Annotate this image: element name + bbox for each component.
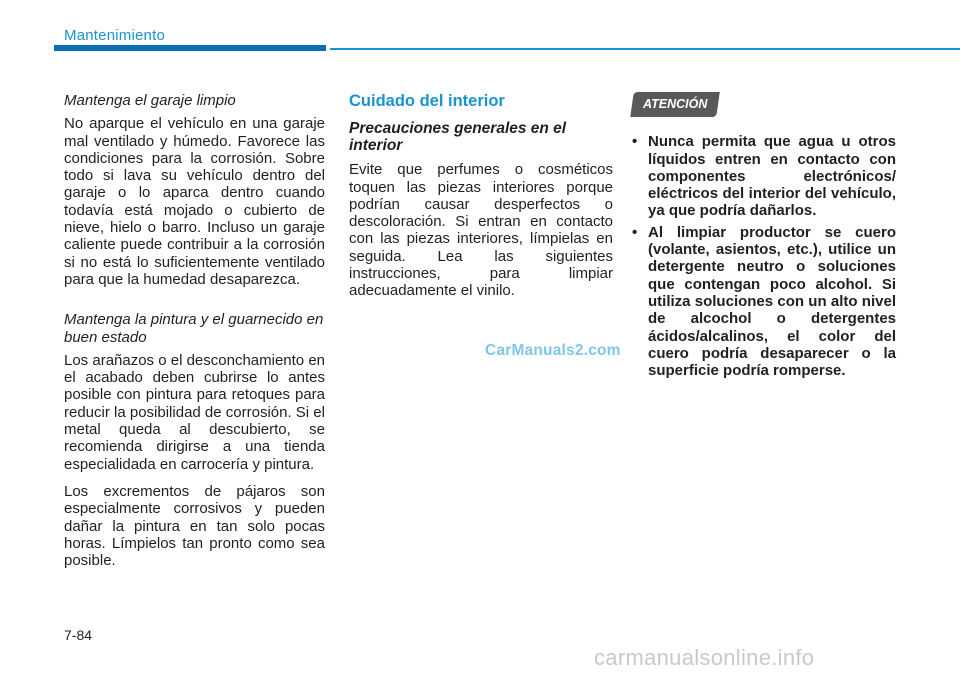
caution-list bbox=[632, 133, 896, 379]
column-left bbox=[64, 92, 325, 579]
list-item-text: Al limpiar productor se cuero (volante, asientos, etc.), utilice un detergente neutro o soluciones que contengan poco alcohol. Si utiliza soluciones con un alto nivel de alcochol o detergentes ácidos/alcalinos, el color del cuero podría desaparecer o la superficie podría romperse. bbox=[648, 223, 896, 380]
footer-watermark: carmanualsonline.info bbox=[594, 645, 815, 670]
list-item-text: Nunca permita que agua u otros líquidos entren en contacto con componentes electrónicos/ eléctricos del interior del vehículo, ya que podría dañarlos. bbox=[648, 133, 896, 220]
column-right bbox=[632, 92, 896, 383]
spacer bbox=[64, 298, 325, 311]
paragraph-interior: Evite que perfumes o cosméticos toquen las piezas interiores porque podrían causar desperfectos o descoloración. Si entran en contacto con las piezas interiores, límpielas en seguida. Lea las siguientes instrucciones, para limpiar adecuadamente el vinilo. bbox=[349, 161, 613, 300]
subheading-general-precautions: Precauciones generales en el interior bbox=[349, 120, 567, 155]
subheading-garage: Mantenga el garaje limpio bbox=[64, 92, 236, 109]
watermark-carmanuals2: CarManuals2.com bbox=[485, 342, 621, 359]
caution-badge-label: ATENCIÓN bbox=[643, 97, 708, 111]
section-title: Mantenimiento bbox=[64, 27, 165, 44]
bullet-icon: • bbox=[632, 223, 638, 241]
subheading-paint: Mantenga la pintura y el guarnecido en buen estado bbox=[64, 311, 324, 346]
paragraph-bird-droppings: Los excrementos de pájaros son especialmente corrosivos y pueden dañar la pintura en tan solo pocas horas. Límpielos tan pronto como sea posible. bbox=[64, 482, 325, 570]
page-number: 7-84 bbox=[64, 627, 93, 643]
heading-interior-care: Cuidado del interior bbox=[349, 92, 505, 110]
caution-badge bbox=[630, 92, 720, 117]
header-rule-thin bbox=[330, 48, 960, 50]
header-rule-thick bbox=[54, 45, 326, 51]
column-middle bbox=[349, 93, 613, 310]
bullet-icon: • bbox=[632, 133, 638, 151]
paragraph-garage: No aparque el vehículo en una garaje mal ventilado y húmedo. Favorece las condiciones para la corrosión. Sobre todo si lava su vehículo dentro del garaje o lo aparca dentro cuando todavía está mojado o cubierto de nieve, hielo o barro. Incluso un garaje caliente puede contribuir a la corrosión si no está lo suficientemente ventilado para que la humedad desaparezca. bbox=[64, 115, 325, 288]
list-item bbox=[632, 133, 896, 219]
paragraph-paint: Los arañazos o el desconchamiento en el acabado deben cubrirse lo antes posible con pintura para retoques para reducir la posibilidad de corrosión. Si el metal queda al descubierto, se recomienda dirigirse a una tienda especialidada en carrocería y pintura. bbox=[64, 351, 326, 473]
list-item bbox=[632, 224, 896, 380]
